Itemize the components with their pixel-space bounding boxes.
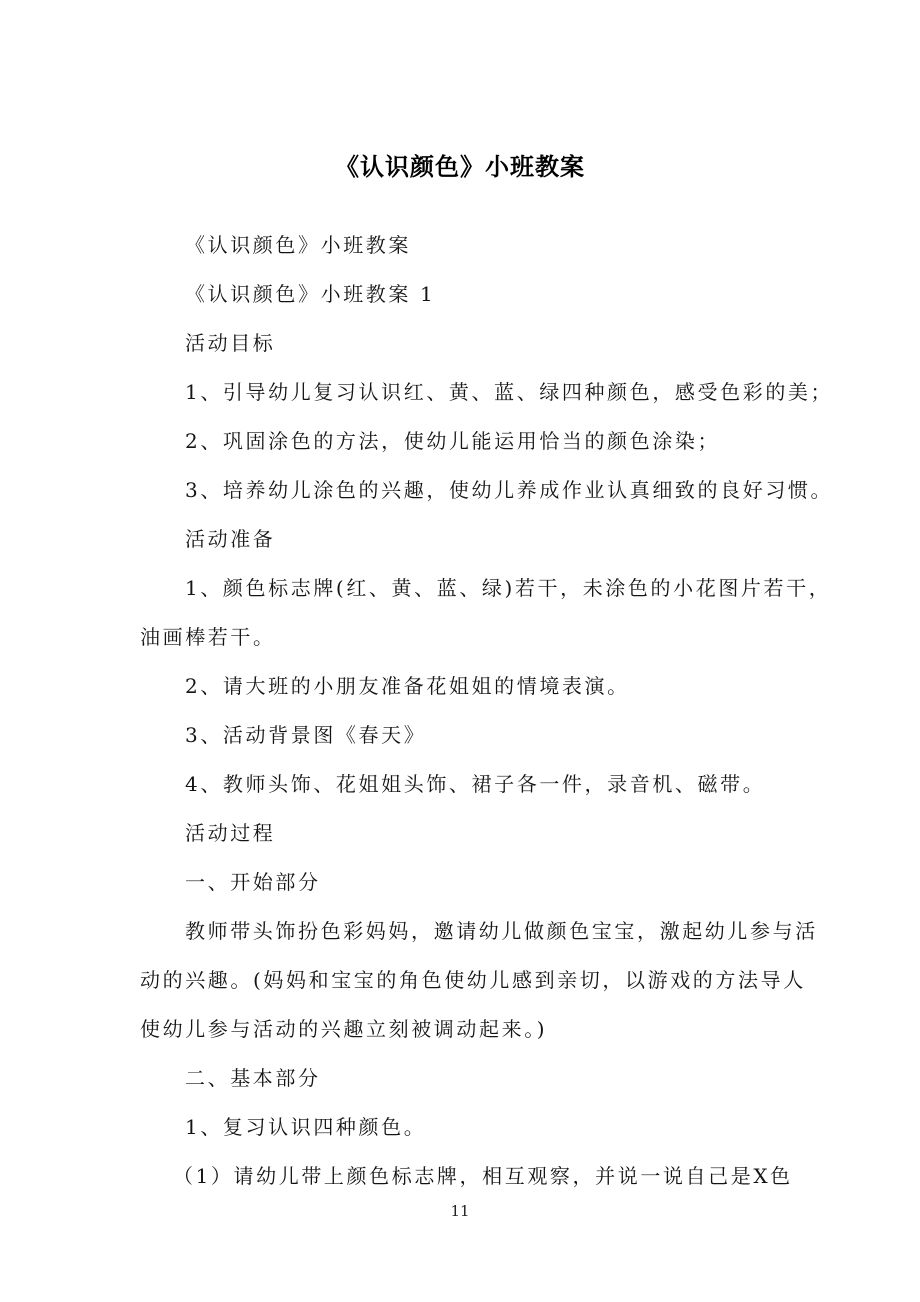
preparation-item-1: 1、颜色标志牌(红、黄、蓝、绿)若干，未涂色的小花图片若干，: [185, 576, 832, 600]
document-title: 《认识颜色》小班教案: [335, 153, 585, 181]
preparation-item-1-continued: 油画棒若干。: [140, 625, 276, 649]
paragraph-part-one: 教师带头饰扮色彩妈妈，邀请幼儿做颜色宝宝，激起幼儿参与活: [185, 919, 818, 943]
preparation-item-3: 3、活动背景图《春天》: [185, 723, 427, 747]
part-two-item-1: 1、复习认识四种颜色。: [185, 1115, 427, 1139]
goal-item-1: 1、引导幼儿复习认识红、黄、蓝、绿四种颜色，感受色彩的美；: [185, 380, 834, 404]
paragraph-part-one-continued-1: 动的兴趣。(妈妈和宝宝的角色使幼儿感到亲切，以游戏的方法导人: [140, 968, 806, 992]
preparation-item-2: 2、请大班的小朋友准备花姐姐的情境表演。: [185, 674, 630, 698]
preparation-item-4: 4、教师头饰、花姐姐头饰、裙子各一件，录音机、磁带。: [185, 772, 766, 796]
heading-activity-process: 活动过程: [185, 821, 276, 845]
heading-part-two: 二、基本部分: [185, 1066, 321, 1090]
heading-activity-goals: 活动目标: [185, 331, 276, 355]
paragraph-part-one-continued-2: 使幼儿参与活动的兴趣立刻被调动起来。): [140, 1017, 548, 1041]
heading-activity-preparation: 活动准备: [185, 527, 276, 551]
heading-part-one: 一、开始部分: [185, 870, 321, 894]
page-number: 11: [450, 1202, 470, 1220]
paragraph-section-heading: 《认识颜色》小班教案 1: [185, 282, 436, 306]
goal-item-3: 3、培养幼儿涂色的兴趣，使幼儿养成作业认真细致的良好习惯。: [185, 478, 834, 502]
goal-item-2: 2、巩固涂色的方法，使幼儿能运用恰当的颜色涂染；: [185, 429, 721, 453]
part-two-subitem-1: （1）请幼儿带上颜色标志牌，相互观察，并说一说自己是X色: [173, 1164, 793, 1188]
paragraph-subtitle: 《认识颜色》小班教案: [185, 233, 411, 257]
